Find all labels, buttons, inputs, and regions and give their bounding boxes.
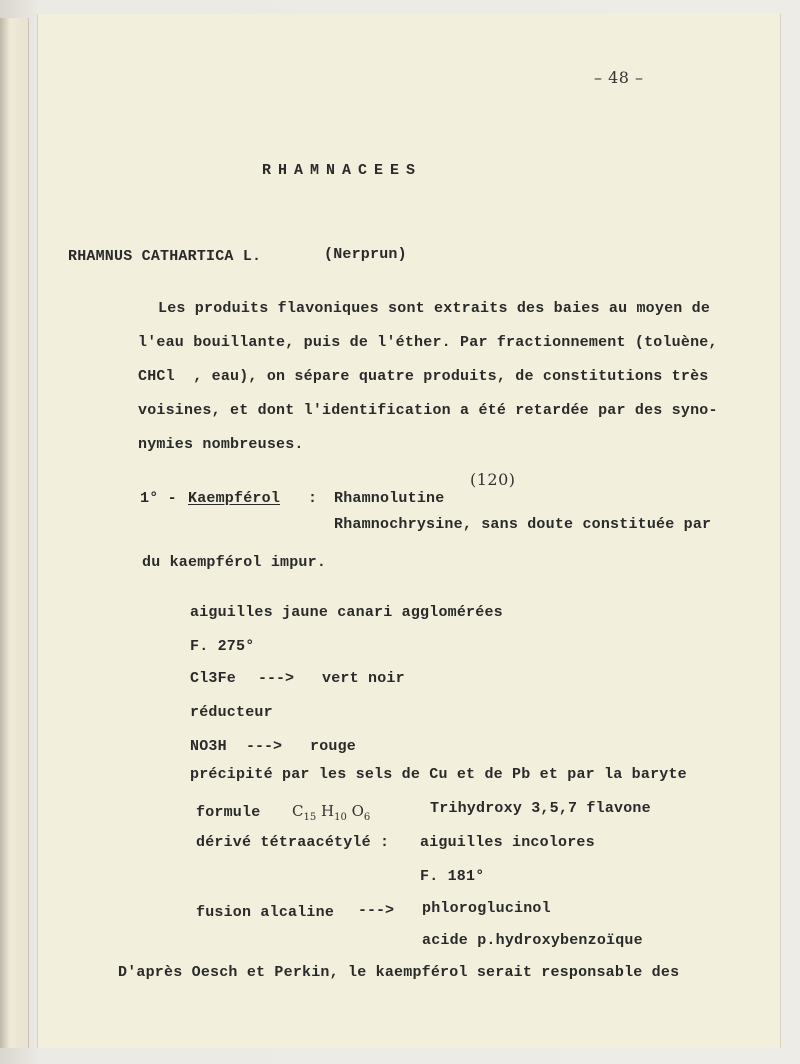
intro-line-3: CHCl , eau), on sépare quatre produits, de constitutions très bbox=[138, 368, 709, 385]
property-reducer: réducteur bbox=[190, 704, 273, 721]
item-name: Kaempférol bbox=[188, 490, 281, 507]
closing-line: D'après Oesch et Perkin, le kaempférol serait responsable des bbox=[118, 964, 680, 981]
fecl3-reagent: Cl3Fe bbox=[190, 670, 237, 687]
intro-line-1: Les produits flavoniques sont extraits des baies au moyen de bbox=[158, 300, 711, 317]
formula-label: formule bbox=[196, 804, 261, 821]
hno3-arrow-icon: ---> bbox=[246, 738, 283, 755]
acetyl-melting-point: F. 181° bbox=[420, 868, 485, 885]
common-name: (Nerprun) bbox=[324, 246, 407, 263]
synonym-2-continuation: du kaempférol impur. bbox=[142, 554, 327, 571]
formula-name: Trihydroxy 3,5,7 flavone bbox=[430, 800, 651, 817]
typewritten-sheet bbox=[38, 14, 780, 1048]
acetyl-needles: aiguilles incolores bbox=[420, 834, 595, 851]
fusion-arrow-icon: ---> bbox=[358, 902, 395, 919]
species-name: RHAMNUS CATHARTICA L. bbox=[68, 248, 262, 265]
property-precipitate: précipité par les sels de Cu et de Pb et par la baryte bbox=[190, 766, 687, 783]
property-needles: aiguilles jaune canari agglomérées bbox=[190, 604, 503, 621]
synonym-2: Rhamnochrysine, sans doute constituée par bbox=[334, 516, 712, 533]
synonym-1-reference: (120) bbox=[470, 470, 516, 489]
family-heading: RHAMNACEES bbox=[262, 162, 423, 179]
hno3-result: rouge bbox=[310, 738, 357, 755]
hno3-reagent: NO3H bbox=[190, 738, 227, 755]
fecl3-arrow-icon: ---> bbox=[258, 670, 295, 687]
fusion-product-2: acide p.hydroxybenzoïque bbox=[422, 932, 643, 949]
intro-line-5: nymies nombreuses. bbox=[138, 436, 304, 453]
intro-line-4: voisines, et dont l'identification a été retardée par des syno- bbox=[138, 402, 718, 419]
acetyl-label: dérivé tétraacétylé : bbox=[196, 834, 390, 851]
item-colon: : bbox=[308, 490, 318, 507]
fusion-label: fusion alcaline bbox=[196, 904, 335, 921]
property-melting-point: F. 275° bbox=[190, 638, 255, 655]
previous-page-edge bbox=[0, 18, 29, 1048]
intro-line-2: l'eau bouillante, puis de l'éther. Par fractionnement (toluène, bbox=[138, 334, 718, 351]
handwritten-formula: $C_{15}$ $H_{10}$ $O_6$ bbox=[292, 802, 371, 823]
item-number: 1° - bbox=[140, 490, 177, 507]
page-number: – 48 – bbox=[594, 68, 644, 87]
fecl3-result: vert noir bbox=[322, 670, 405, 687]
fusion-product-1: phloroglucinol bbox=[422, 900, 551, 917]
synonym-1: Rhamnolutine bbox=[334, 490, 445, 507]
